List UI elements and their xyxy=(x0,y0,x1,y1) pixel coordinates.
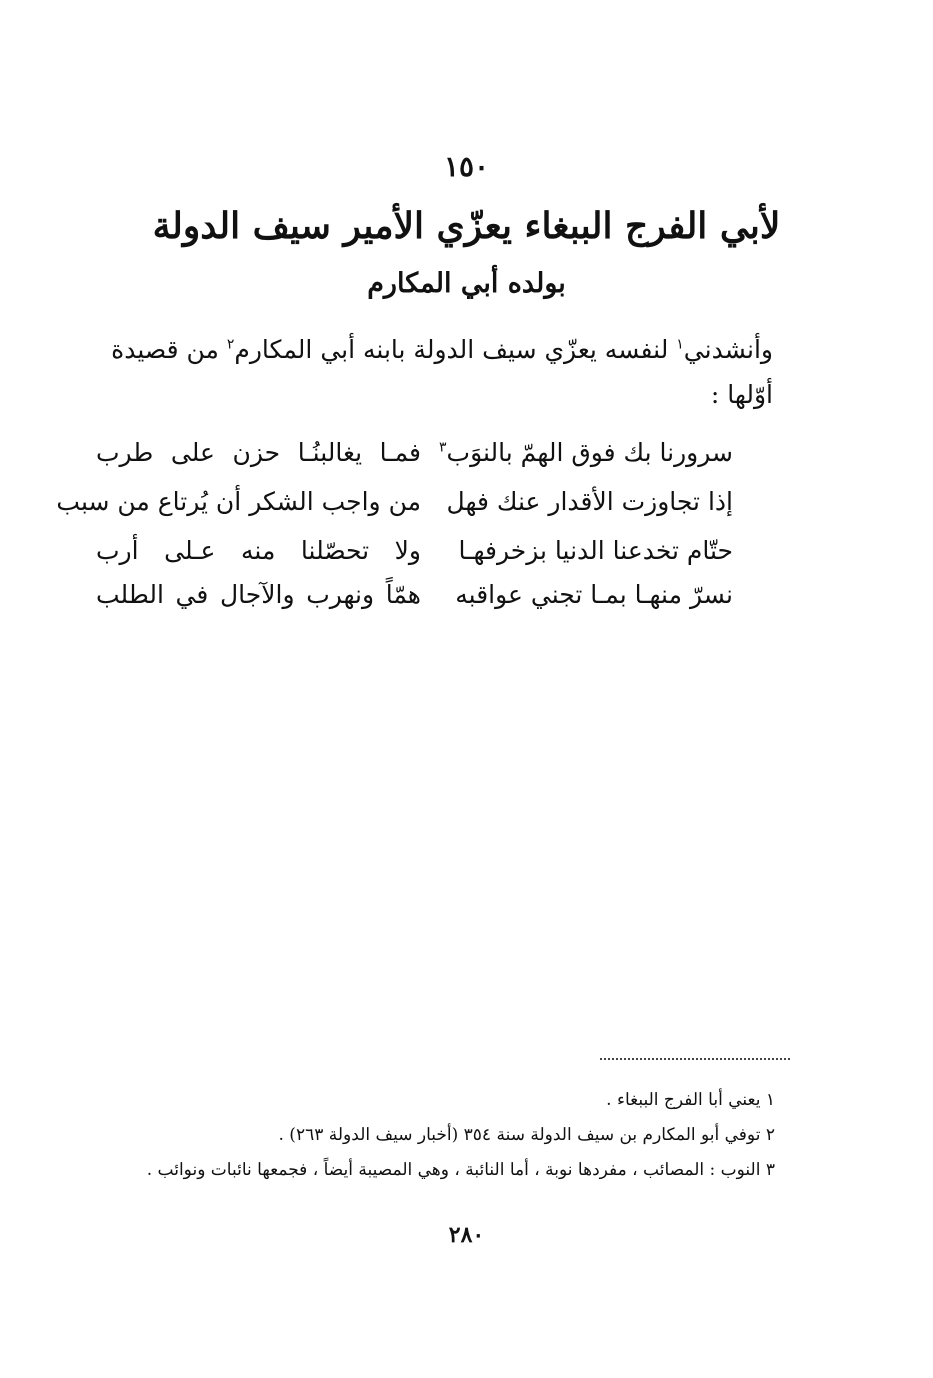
footnote-1: ١ يعني أبا الفرج الببغاء . xyxy=(606,1090,775,1110)
intro-paragraph-line-1 xyxy=(113,335,773,364)
verse-2-second-hemistich: من واجب الشكر أن يُرتاع من سبب xyxy=(56,487,421,516)
verse-3-second-hemistich: ولا تحصّلنا منه عـلى أرب xyxy=(96,536,421,565)
footnote-3: ٣ النوب : المصائب ، مفردها نوبة ، أما النائبة ، وهي المصيبة أيضاً ، فجمعها نائبات ونوائب . xyxy=(146,1160,775,1180)
intro-paragraph-line-2: أوّلها : xyxy=(710,380,773,409)
intro-text-part-3: من قصيدة xyxy=(111,335,227,364)
verse-1-first-text: سرورنا بك فوق الهمّ بالنوَب xyxy=(446,438,733,467)
poem-title-line-2: بولده أبي المكارم xyxy=(367,268,566,299)
footnote-separator xyxy=(600,1058,790,1060)
footnote-2: ٢ توفي أبو المكارم بن سيف الدولة سنة ٣٥٤ (أخبار سيف الدولة ٢٦٣) . xyxy=(278,1125,775,1145)
page-number: ٢٨٠ xyxy=(448,1222,485,1248)
footnote-ref-2: ٢ xyxy=(226,336,235,353)
intro-text-part-2: لنفسه يعزّي سيف الدولة بابنه أبي المكارم xyxy=(234,335,677,364)
verse-3-first-hemistich: حتّام تخدعنا الدنيا بزخرفهـا xyxy=(458,536,733,565)
verse-4-second-hemistich: همّاً ونهرب والآجال في الطلب xyxy=(96,580,421,609)
intro-text-part-1: وأنشدني xyxy=(683,335,773,364)
verse-1-first-hemistich xyxy=(439,438,733,467)
verse-4-first-hemistich: نسرّ منهـا بمـا تجني عواقبه xyxy=(455,580,733,609)
verse-1-second-hemistich: فمـا يغالبنُـا حزن على طرب xyxy=(96,438,421,467)
verse-2-first-hemistich: إذا تجاوزت الأقدار عنك فهل xyxy=(446,487,733,516)
footnote-ref-1: ١ xyxy=(676,336,684,353)
footnote-ref-3: ٣ xyxy=(439,439,447,456)
poem-title-line-1: لأبي الفرج الببغاء يعزّي الأمير سيف الدولة xyxy=(152,205,781,247)
poem-number: ١٥٠ xyxy=(443,150,490,183)
